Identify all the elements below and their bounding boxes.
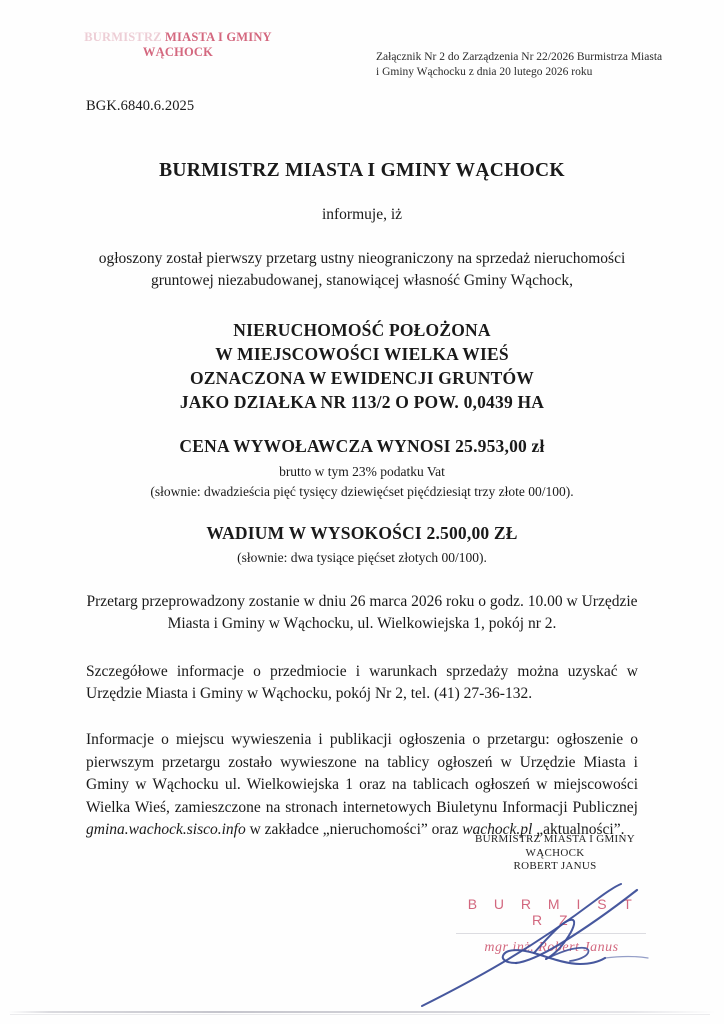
publication-text-part-2: w zakładce „nieruchomości” oraz [245,821,463,838]
annex-reference: Załącznik Nr 2 do Zarządzenia Nr 22/2026 Burmistrza Miasta i Gminy Wąchocku z dnia 20 lutego 2026 roku [376,51,663,78]
scan-edge-artifact [8,1011,716,1013]
informs-line: informuje, iż [321,206,403,223]
property-line-2: W MIEJSCOWOŚCI WIELKA WIEŚ [215,344,509,364]
starting-price-headline: CENA WYWOŁAWCZA WYNOSI 25.953,00 zł [179,436,545,456]
property-line-3: OZNACZONA W EWIDENCJI GRUNTÓW [189,368,535,388]
lead-paragraph: ogłoszony został pierwszy przetarg ustny nieograniczony na sprzedaż nieruchomości gruntowej niezabudowanej, stanowiącej własność Gminy Wąchock, [98,250,626,289]
contact-paragraph: Szczegółowe informacje o przedmiocie i warunkach sprzedaży można uzyskać w Urzędzie Miasta i Gminy w Wąchocku, pokój Nr 2, tel. (41) 27-36-132. [86,663,638,702]
municipality-website-url[interactable]: wachock.pl [462,821,533,838]
property-line-1: NIERUCHOMOŚĆ POŁOŻONA [233,320,491,340]
signatory-name: ROBERT JANUS [513,860,597,872]
deposit-headline: WADIUM W WYSOKOŚCI 2.500,00 ZŁ [206,523,518,543]
signatory-title [430,833,680,874]
stamp-name-text: mgr inż. Robert Janus [484,939,619,955]
publication-paragraph [86,729,638,842]
signatory-title-line-1: BURMISTRZ MIASTA I GMINY [474,833,636,845]
office-header-stamp-line1: MIASTA I GMINY [161,30,272,44]
property-description [86,318,638,414]
bip-website-url[interactable]: gmina.wachock.sisco.info [86,821,246,838]
document-body [86,160,638,842]
signature-block [430,833,680,972]
stamp-divider-line [456,933,646,934]
auction-details-paragraph: Przetarg przeprowadzony zostanie w dniu 26 marca 2026 roku o godz. 10.00 w Urzędzie Miasta i Gminy w Wąchocku, ul. Wielkowiejska 1, pokój nr 2. [86,593,638,632]
signatory-title-line-2: WĄCHOCK [525,846,585,859]
price-in-words: (słownie: dwadzieścia pięć tysięcy dziewięćset pięćdziesiąt trzy złote 00/100). [150,484,574,499]
office-header-stamp-line2: WĄCHOCK [142,45,214,59]
deposit-in-words: (słownie: dwa tysiące pięćset złotych 00/100). [237,550,487,565]
handwritten-signature-icon [400,864,700,1014]
page-title: BURMISTRZ MIASTA I GMINY WĄCHOCK [159,160,565,181]
office-header-stamp [78,30,278,60]
publication-text-part-3: „aktualności”. [532,821,625,838]
file-sign: BGK.6840.6.2025 [86,98,195,114]
office-header-stamp-faint-word: BURMISTRZ [84,30,162,44]
scan-edge-artifact-secondary [10,1014,710,1015]
publication-text-part-1: Informacje o miejscu wywieszenia i publikacji ogłoszenia o przetargu: ogłoszenie o pierwszym przetargu zostało wywieszone na tablicy ogłoszeń w Urzędzie Miasta i Gminy w Wąchocku ul. Wielkowiejska 1 oraz na tablicach ogłoszeń w miejscowości Wielka Wieś, zamieszczone na stronach internetowych Biuletynu Informacji Publicznej [86,731,638,816]
stamp-role-text: B U R M I S T R Z [467,895,639,928]
vat-note: brutto w tym 23% podatku Vat [279,464,445,479]
property-line-4: JAKO DZIAŁKA NR 113/2 O POW. 0,0439 HA [179,392,545,412]
signature-stamp-area [430,882,680,972]
